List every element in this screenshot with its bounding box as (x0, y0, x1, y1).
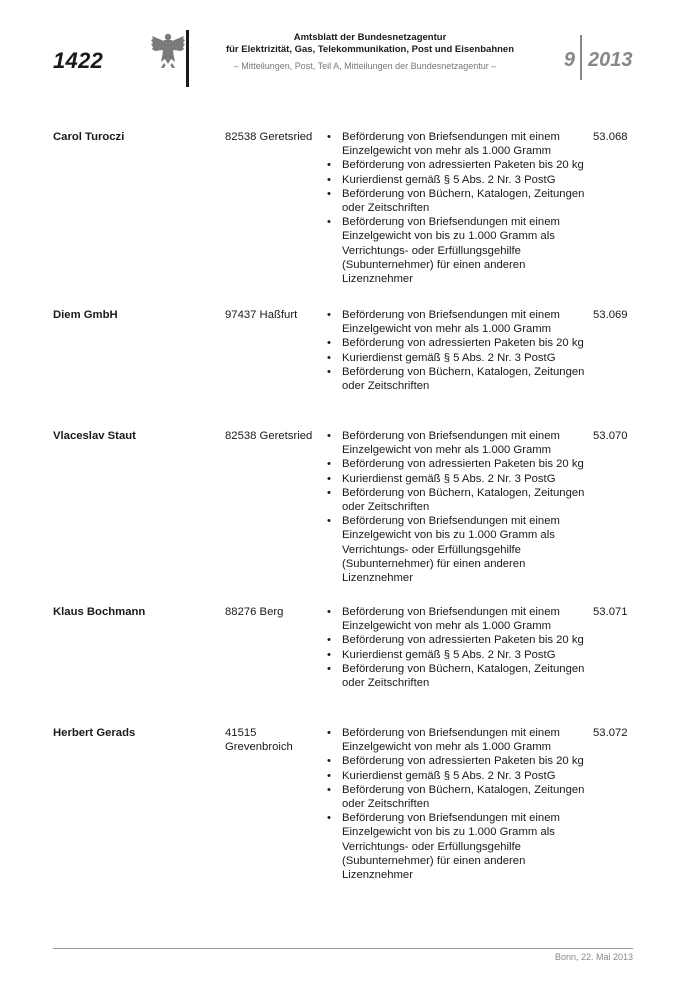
service-item: • Kurierdienst gemäß § 5 Abs. 2 Nr. 3 PostG (327, 769, 592, 783)
license-number: 53.069 (593, 309, 628, 321)
service-item: • Kurierdienst gemäß § 5 Abs. 2 Nr. 3 PostG (327, 351, 592, 365)
issue-year: 2013 (588, 49, 633, 71)
publication-title (190, 32, 550, 56)
service-item: • Beförderung von Büchern, Katalogen, Zeitungen oder Zeitschriften (327, 365, 592, 393)
service-item: • Kurierdienst gemäß § 5 Abs. 2 Nr. 3 PostG (327, 648, 592, 662)
federal-eagle-icon (150, 30, 186, 70)
license-number: 53.072 (593, 727, 628, 739)
service-item: • Beförderung von Briefsendungen mit einem Einzelgewicht von bis zu 1.000 Gramm als Verrichtungs- oder Erfüllungsgehilfe (Subunternehmer) für einen anderen Lizenznehmer (327, 215, 592, 286)
service-list (327, 130, 592, 286)
service-item: • Beförderung von adressierten Paketen bis 20 kg (327, 754, 592, 768)
service-item: • Beförderung von adressierten Paketen bis 20 kg (327, 457, 592, 471)
license-number: 53.070 (593, 430, 628, 442)
issue-divider (580, 35, 582, 80)
licensee-name: Carol Turoczi (53, 131, 125, 143)
license-number: 53.071 (593, 606, 628, 618)
licensee-name: Klaus Bochmann (53, 606, 146, 618)
service-item: • Beförderung von Briefsendungen mit einem Einzelgewicht von mehr als 1.000 Gramm (327, 605, 592, 633)
service-item: • Kurierdienst gemäß § 5 Abs. 2 Nr. 3 PostG (327, 472, 592, 486)
licensee-location: 82538 Geretsried (225, 131, 313, 143)
service-list (327, 726, 592, 882)
page-number: 1422 (53, 48, 104, 73)
service-item: • Beförderung von adressierten Paketen bis 20 kg (327, 633, 592, 647)
service-item: • Beförderung von Briefsendungen mit einem Einzelgewicht von mehr als 1.000 Gramm (327, 308, 592, 336)
publication-subtitle: – Mitteilungen, Post, Teil A, Mitteilungen der Bundesnetzagentur – (233, 61, 497, 71)
licensee-name: Vlaceslav Staut (53, 430, 136, 442)
licensee-name: Diem GmbH (53, 309, 118, 321)
footer-divider (53, 948, 633, 949)
licensee-name: Herbert Gerads (53, 727, 136, 739)
service-list (327, 308, 592, 393)
publication-title-line-2: für Elektrizität, Gas, Telekommunikation, Post und Eisenbahnen (225, 44, 515, 55)
service-item: • Beförderung von Briefsendungen mit einem Einzelgewicht von mehr als 1.000 Gramm (327, 726, 592, 754)
footer-date: Bonn, 22. Mai 2013 (554, 952, 633, 962)
service-item: • Beförderung von Briefsendungen mit einem Einzelgewicht von mehr als 1.000 Gramm (327, 130, 592, 158)
licensee-location: 82538 Geretsried (225, 430, 313, 442)
service-item: • Beförderung von Briefsendungen mit einem Einzelgewicht von mehr als 1.000 Gramm (327, 429, 592, 457)
publication-title-line-1: Amtsblatt der Bundesnetzagentur (293, 32, 447, 43)
service-item: • Beförderung von Büchern, Katalogen, Zeitungen oder Zeitschriften (327, 486, 592, 514)
service-list (327, 429, 592, 585)
service-item: • Beförderung von Briefsendungen mit einem Einzelgewicht von bis zu 1.000 Gramm als Verrichtungs- oder Erfüllungsgehilfe (Subunternehmer) für einen anderen Lizenznehmer (327, 811, 592, 882)
license-number: 53.068 (593, 131, 628, 143)
licensee-location: 97437 Haßfurt (225, 309, 298, 321)
header-divider (186, 30, 189, 87)
service-item: • Beförderung von Büchern, Katalogen, Zeitungen oder Zeitschriften (327, 187, 592, 215)
licensee-location: 88276 Berg (225, 606, 284, 618)
service-item: • Kurierdienst gemäß § 5 Abs. 2 Nr. 3 PostG (327, 173, 592, 187)
service-item: • Beförderung von adressierten Paketen bis 20 kg (327, 336, 592, 350)
issue-number: 9 (563, 49, 575, 71)
licensee-location: 41515 Grevenbroich (225, 727, 293, 754)
service-item: • Beförderung von Briefsendungen mit einem Einzelgewicht von bis zu 1.000 Gramm als Verrichtungs- oder Erfüllungsgehilfe (Subunternehmer) für einen anderen Lizenznehmer (327, 514, 592, 585)
service-item: • Beförderung von adressierten Paketen bis 20 kg (327, 158, 592, 172)
service-item: • Beförderung von Büchern, Katalogen, Zeitungen oder Zeitschriften (327, 783, 592, 811)
service-list (327, 605, 592, 690)
service-item: • Beförderung von Büchern, Katalogen, Zeitungen oder Zeitschriften (327, 662, 592, 690)
